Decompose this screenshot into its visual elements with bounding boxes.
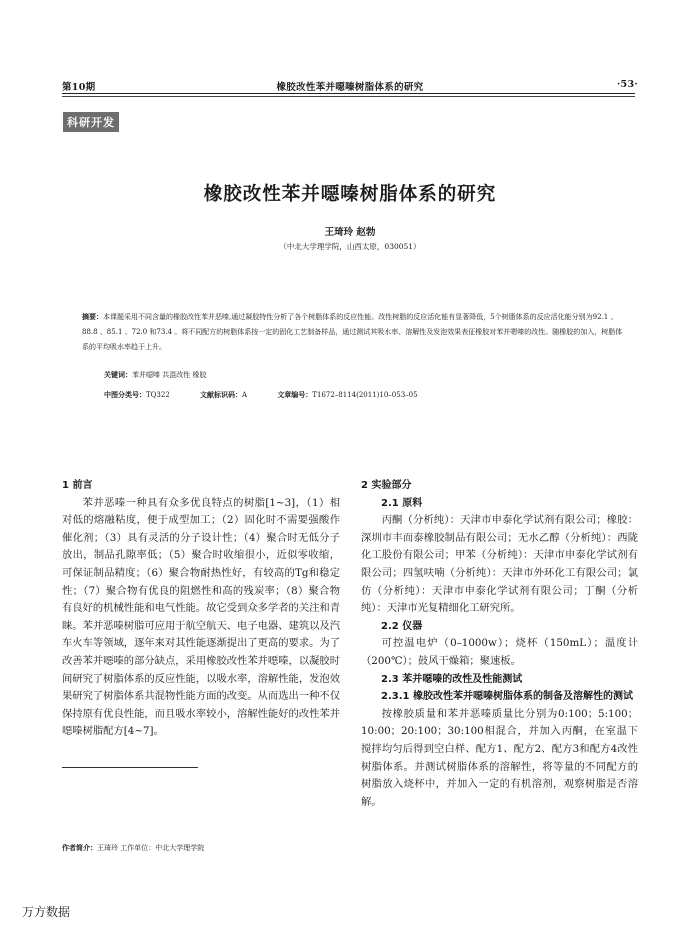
watermark: 万方数据 <box>22 905 71 919</box>
abstract-text: 本课题采用不同含量的橡胶改性苯并恶嗪,通过凝胶特性分析了各个树脂体系的反应性能。改性树脂的反应活化能有显著降低，5个树脂体系的反应活化能分别为92.1 、88.8 、85.1 、72.0 和73.4 。将不同配方的树脂体系按一定的固化工艺制备样品，通过测试其吸水率、溶解性及发泡效果表征橡胶对苯并嗯嗪的改性。随橡胶的加入，树脂体系的平均吸水率趋于上升。 <box>82 313 623 351</box>
keywords-label: 关键词： <box>104 371 132 379</box>
abstract <box>82 310 624 355</box>
section-heading-intro: 1 前言 <box>62 480 93 491</box>
keywords <box>104 370 206 380</box>
doc-code-value: A <box>242 391 248 399</box>
subheading-modification: 2.3 苯并噁嗪的改性及性能测试 <box>381 673 523 685</box>
doc-code-label: 文献标识码： <box>200 390 243 399</box>
instruments-paragraph: 可控温电炉（0–1000w）；烧杯（150mL）；温度计（200℃）；鼓风干燥箱；聚速板。 <box>361 637 638 667</box>
clc-label: 中图分类号： <box>104 390 146 399</box>
header-rule <box>62 93 635 94</box>
author-footnote <box>62 843 204 853</box>
header-rule-thin <box>62 96 635 97</box>
running-title: 橡胶改性苯并噁嗪树脂体系的研究 <box>276 82 424 93</box>
classification-line <box>104 390 446 400</box>
footnote-text: 王琦玲 工作单位：中北大学理学院 <box>97 844 205 852</box>
section-tag: 科研开发 <box>63 112 119 132</box>
materials-paragraph: 丙酮（分析纯）：天津市申泰化学试剂有限公司；橡胶：深圳市丰而泰橡胶制品有限公司；无水乙醇（分析纯）：西陇化工股份有限公司；甲苯（分析纯）：天津市申泰化学试剂有限公司；四氢呋喃（分析纯）：天津市外环化工有限公司；氯仿（分析纯）：天津市申泰化学试剂有限公司；丁酮（分析纯）：天津市光复精细化工研究所。 <box>361 514 638 615</box>
paper-title: 橡胶改性苯并噁嗪树脂体系的研究 <box>203 184 497 205</box>
page-number: ·53· <box>616 79 638 90</box>
subheading-materials: 2.1 原料 <box>381 497 423 509</box>
subheading-preparation: 2.3.1 橡胶改性苯并噁嗪树脂体系的制备及溶解性的测试 <box>381 691 633 703</box>
affiliation: （中北大学理学院，山西太原，030051） <box>279 242 421 251</box>
abstract-label: 摘要： <box>82 313 103 321</box>
journal-issue: 第10期 <box>62 82 96 93</box>
right-column <box>361 477 638 811</box>
left-column <box>62 477 340 741</box>
keywords-text: 苯并噁嗪 共混改性 橡胶 <box>132 371 207 379</box>
authors: 王琦玲 赵勃 <box>324 227 376 238</box>
procedure-paragraph: 按橡胶质量和苯并恶嗪质量比分别为0:100；5:100；10:00；20:100；30:100相混合，并加入丙酮，在室温下搅拌均匀后得到空白样、配方1、配方2、配方3和配方4改性树脂体系。并测试树脂体系的溶解性，将等量的不同配方的树脂放入烧杯中，并加入一定的有机溶剂，观察树脂是否溶解。 <box>361 707 638 808</box>
footnote-label: 作者简介： <box>62 844 97 852</box>
footnote-rule <box>62 767 198 768</box>
article-number-label: 文章编号： <box>277 390 313 399</box>
subheading-instruments: 2.2 仪器 <box>381 620 423 632</box>
section-heading-experiment: 2 实验部分 <box>361 480 412 491</box>
clc-value: TQ322 <box>146 391 170 399</box>
intro-paragraph: 苯并恶嗪一种具有众多优良特点的树脂[1~3]，（1）相对低的熔融粘度，便于成型加工；（2）固化时不需要强酸作催化剂；（3）具有灵活的分子设计性；（4）聚合时无低分子放出，制品孔隙率低；（5）聚合时收缩很小，近似零收缩，可保证制品精度；（6）聚合物耐热性好，有较高的Tg和稳定性；（7）聚合物有优良的阻燃性和高的残炭率；（8）聚合物有良好的机械性能和电气性能。故它受到众多学者的关注和青睐。苯并恶嗪树脂可应用于航空航天、电子电器、建筑以及汽车火车等领域，逐年来对其性能逐渐提出了更高的要求。为了改善苯并噁嗪的部分缺点，采用橡胶改性苯并噁嗪，以凝胶时间研究了树脂体系的反应性能，以吸水率，溶解性能，发泡效果研究了树脂体系共混物性能方面的改变。从而选出一种不仅保持原有优良性能，而且吸水率较小，溶解性能好的改性苯并噁嗪树脂配方[4~7]。 <box>62 496 341 738</box>
article-number-value: T1672–8114(2011)10–053–05 <box>312 391 418 399</box>
